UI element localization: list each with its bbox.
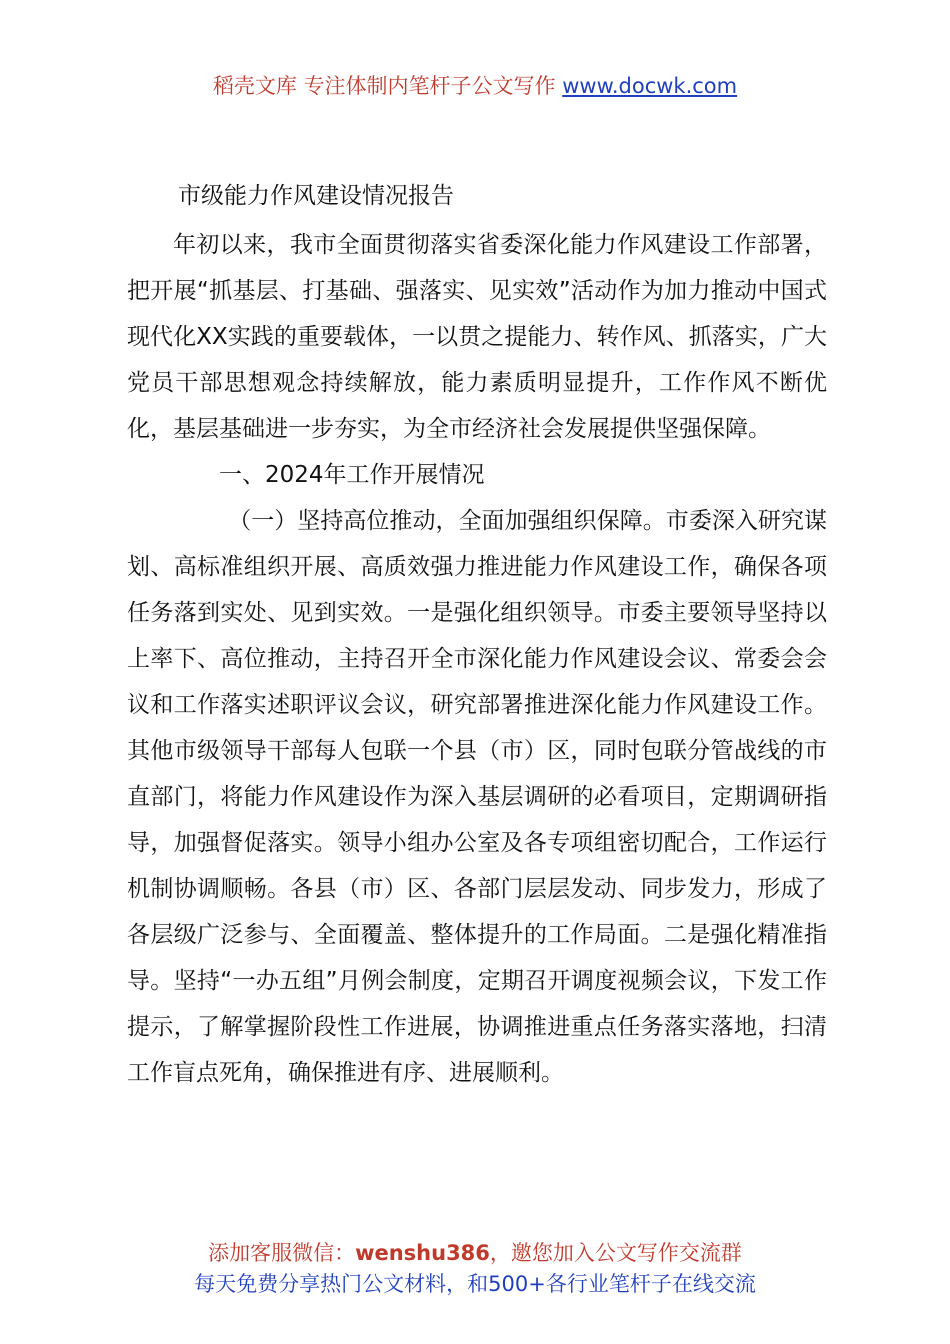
footer-contact-suffix: ，邀您加入公文写作交流群 (489, 1241, 742, 1265)
promo-footer (0, 1238, 950, 1300)
footer-contact-prefix: 添加客服微信： (208, 1241, 356, 1265)
section-heading: 一、2024年工作开展情况 (219, 462, 485, 488)
section-paragraph: （一）坚持高位推动，全面加强组织保障。市委深入研究谋划、高标准组织开展、高质效强力推进能力作风建设工作，确保各项任务落到实处、见到实效。一是强化组织领导。市委主要领导坚持以上率下、高位推动，主持召开全市深化能力作风建设会议、常委会会议和工作落实述职评议会议，研究部署推进深化能力作风建设工作。其他市级领导干部每人包联一个县（市）区，同时包联分管战线的市直部门，将能力作风建设作为深入基层调研的必看项目，定期调研指导，加强督促落实。领导小组办公室及各专项组密切配合，工作运行机制协调顺畅。各县（市）区、各部门层层发动、同步发力，形成了各层级广泛参与、全面覆盖、整体提升的工作局面。二是强化精准指导。坚持“一办五组”月例会制度，定期召开调度视频会议，下发工作提示，了解掌握阶段性工作进展，协调推进重点任务落实落地，扫清工作盲点死角，确保推进有序、进展顺利。 (127, 508, 827, 1086)
site-name: 稻壳文库 (212, 74, 297, 98)
footer-contact-line (0, 1238, 950, 1269)
site-tagline: 专注体制内笔杆子公文写作 (303, 74, 556, 98)
intro-paragraph: 年初以来，我市全面贯彻落实省委深化能力作风建设工作部署，把开展“抓基层、打基础、强落实、见实效”活动作为加力推动中国式现代化XX实践的重要载体，一以贯之提能力、转作风、抓落实，广大党员干部思想观念持续解放，能力素质明显提升，工作作风不断优化，基层基础进一步夯实，为全市经济社会发展提供坚强保障。 (127, 232, 827, 442)
site-header (0, 70, 950, 100)
footer-promo-line: 每天免费分享热门公文材料，和500+各行业笔杆子在线交流 (194, 1272, 756, 1296)
wechat-id: wenshu386 (355, 1241, 490, 1265)
site-url-link[interactable]: www.docwk.com (562, 74, 738, 98)
document-body (127, 222, 827, 1096)
document-title: 市级能力作风建设情况报告 (178, 183, 454, 209)
